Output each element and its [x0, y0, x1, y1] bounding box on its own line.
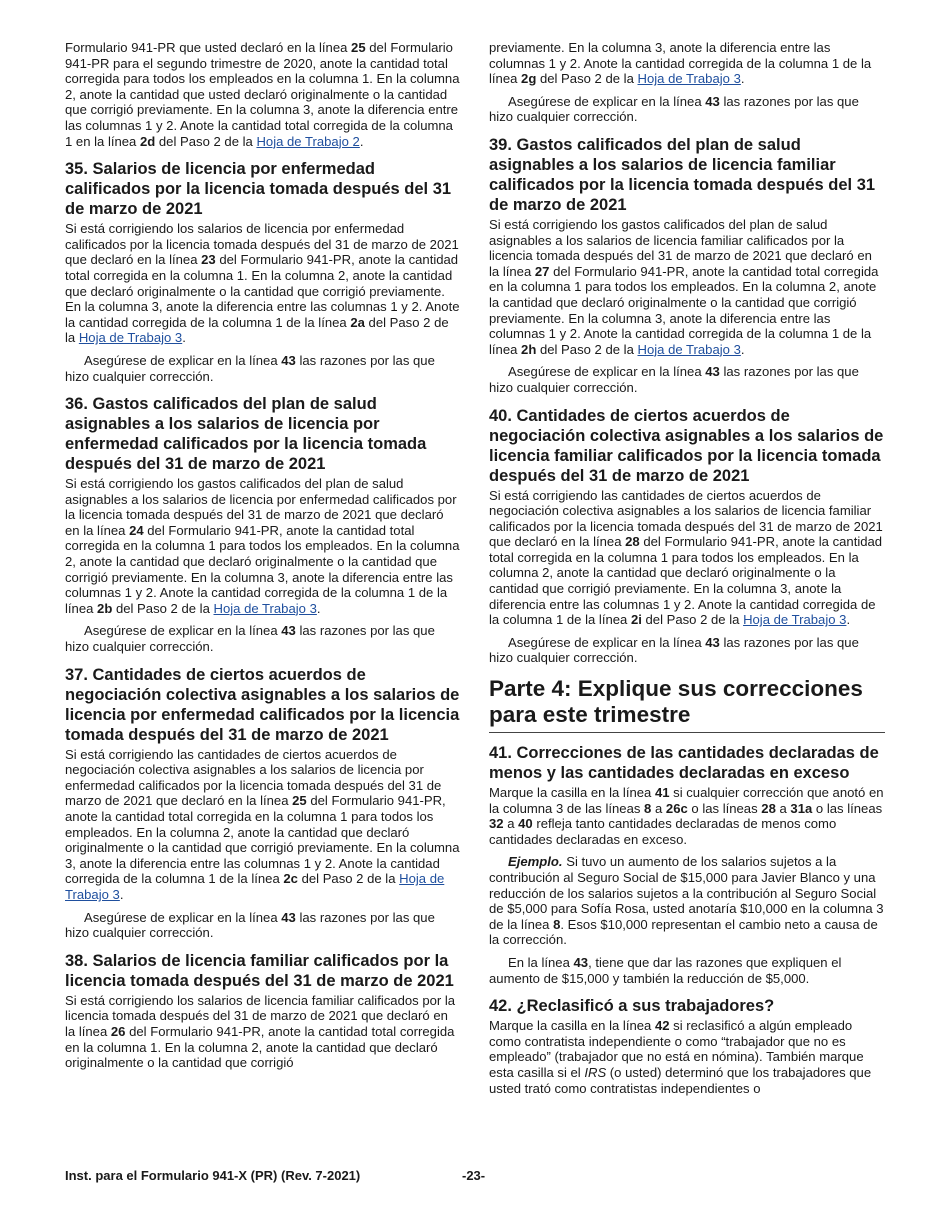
- paragraph-34-continued: Formulario 941-PR que usted declaró en la línea 25 del Formulario 941-PR para el segundo trimestre de 2020, anote la cantidad total corregida para todos los empleados en la columna 1. En la columna 2, anote la cantidad que usted declaró originalmente o la cantidad que corrigió previamente. En la columna 3, anote la diferencia entre las columnas 1 y 2. Anote la cantidad total corregida de la columna 1 en la línea 2d del Paso 2 de la Hoja de Trabajo 2.: [65, 40, 460, 149]
- note-36: Asegúrese de explicar en la línea 43 las razones por las que hizo cualquier corrección.: [65, 623, 435, 655]
- paragraph-42: Marque la casilla en la línea 42 si reclasificó a algún empleado como contratista independiente o como “trabajador que no es empleado” (trabajador que no está en nómina). También marque esta casilla si el IRS (o usted) determinó que los trabajadores que usted trató como contratistas independientes o: [489, 1018, 872, 1096]
- paragraph-40: Si está corrigiendo las cantidades de ciertos acuerdos de negociación colectiva asignables a los salarios de licencia familiar calificados por la licencia tomada después del 31 de marzo de 2021 que declaró en la línea 28 del Formulario 941-PR, anote la cantidad total corregida en la columna 1 para todos los empleados. En la columna 2, anote la cantidad que declaró originalmente o la cantidad que corrigió previamente. En la columna 3, anote la diferencia entre las columnas 1 y 2. Anote la cantidad corregida de la columna 1 de la línea 2i del Paso 2 de la Hoja de Trabajo 3.: [489, 487, 883, 628]
- paragraph-38: Si está corrigiendo los salarios de licencia familiar calificados por la licencia tomada después del 31 de marzo de 2021 que declaró en la línea 26 del Formulario 941-PR, anote la cantidad total corregida en la columna 1. En la columna 2, anote la cantidad que declaró originalmente o la cantidad que corrigió: [65, 992, 456, 1071]
- heading-42: 42. ¿Reclasificó a sus trabajadores?: [489, 997, 775, 1016]
- hoja-de-trabajo-3-link[interactable]: Hoja de Trabajo 3: [78, 330, 183, 346]
- note-40: Asegúrese de explicar en la línea 43 las razones por las que hizo cualquier corrección.: [489, 634, 859, 666]
- right-column: [489, 40, 885, 1096]
- heading-41: 41. Correcciones de las cantidades declaradas de menos y las cantidades declaradas en exceso: [489, 744, 879, 783]
- paragraph-39: Si está corrigiendo los gastos calificados del plan de salud asignables a los salarios de licencia familiar calificados por la licencia tomada después del 31 de marzo de 2021 que declaró en la línea 27 del Formulario 941-PR, anote la cantidad total corregida en la columna 1 para todos los empleados. En la columna 2, anote la cantidad que declaró originalmente o la cantidad que corrigió previamente. En la columna 3, anote la diferencia entre las columnas 1 y 2. Anote la cantidad corregida de la columna 1 de la línea 2h del Paso 2 de la Hoja de Trabajo 3.: [489, 216, 879, 357]
- heading-37: 37. Cantidades de ciertos acuerdos de negociación colectiva asignables a los salarios de licencia por enfermedad calificados por la licencia tomada después del 31 de marzo de 2021: [65, 665, 460, 744]
- note-41: En la línea 43, tiene que dar las razones que expliquen el aumento de $15,000 y también la reducción de $5,000.: [489, 954, 842, 986]
- hoja-de-trabajo-3-link[interactable]: Hoja de Trabajo 3: [637, 341, 741, 357]
- hoja-de-trabajo-3-link[interactable]: Hoja de Trabajo 3: [637, 71, 741, 87]
- note-35: Asegúrese de explicar en la línea 43 las razones por las que hizo cualquier corrección.: [65, 352, 435, 384]
- hoja-de-trabajo-3-link[interactable]: Hoja de Trabajo 3: [213, 600, 317, 616]
- paragraph-35: Si está corrigiendo los salarios de licencia por enfermedad calificados por la licencia tomada después del 31 de marzo de 2021 que declaró en la línea 23 del Formulario 941-PR, anote la cantidad total corregida en la columna 1. En la columna 2, anote la cantidad que declaró originalmente o la cantidad que corrigió previamente. En la columna 3, anote la diferencia entre las columnas 1 y 2. Anote la cantidad corregida de la columna 1 de la línea 2a del Paso 2 de la Hoja de Trabajo 3.: [65, 221, 460, 346]
- paragraph-38-continued: previamente. En la columna 3, anote la diferencia entre las columnas 1 y 2. Anote la cantidad corregida de la columna 1 de la línea 2g del Paso 2 de la Hoja de Trabajo 3.: [489, 40, 872, 87]
- footer-form-title: Inst. para el Formulario 941-X (PR) (Rev. 7-2021): [65, 1168, 361, 1183]
- note-37: Asegúrese de explicar en la línea 43 las razones por las que hizo cualquier corrección.: [65, 909, 435, 941]
- hoja-de-trabajo-3-link[interactable]: Hoja de Trabajo 3: [65, 871, 445, 902]
- note-38: Asegúrese de explicar en la línea 43 las razones por las que hizo cualquier corrección.: [489, 93, 859, 125]
- paragraph-37: Si está corrigiendo las cantidades de ciertos acuerdos de negociación colectiva asignables a los salarios de licencia por enfermedad calificados por la licencia tomada después del 31 de marzo de 2021 que declaró en la línea 25 del Formulario 941-PR, anote la cantidad total corregida en la columna 1 para todos los empleados. En la columna 2, anote la cantidad que declaró originalmente o la cantidad que corrigió previamente. En la columna 3, anote la diferencia entre las columnas 1 y 2. Anote la cantidad corregida de la columna 1 de la línea 2c del Paso 2 de la Hoja de Trabajo 3.: [65, 746, 460, 902]
- paragraph-36: Si está corrigiendo los gastos calificados del plan de salud asignables a los salarios de licencia por enfermedad calificados por la licencia tomada después del 31 de marzo de 2021 que declaró en la línea 24 del Formulario 941-PR, anote la cantidad total corregida en la columna 1 para todos los empleados. En la columna 2, anote la cantidad que declaró originalmente o la cantidad que corrigió previamente. En la columna 3, anote la diferencia entre las columnas 1 y 2. Anote la cantidad corregida de la columna 1 de la línea 2b del Paso 2 de la Hoja de Trabajo 3.: [65, 476, 460, 616]
- left-column: [65, 40, 461, 1071]
- note-39: Asegúrese de explicar en la línea 43 las razones por las que hizo cualquier corrección.: [489, 364, 859, 395]
- part-4-title: Parte 4: Explique sus correcciones para este trimestre: [489, 676, 885, 733]
- example-41: Ejemplo. Si tuvo un aumento de los salarios sujetos a la contribución al Seguro Social de $15,000 para Javier Blanco y una reducción de los salarios sujetos a la contribución al Seguro Social de $5,000 para Sofía Rosa, usted anotaría $10,000 en la columna 3 de la línea 8. Esos $10,000 representan el cambio neto a causa de la corrección.: [489, 854, 884, 948]
- heading-39: 39. Gastos calificados del plan de salud asignables a los salarios de licencia familiar calificados por la licencia tomada después del 31 de marzo de 2021: [489, 135, 876, 214]
- page-number: -23-: [462, 1168, 486, 1183]
- paragraph-41: Marque la casilla en la línea 41 si cualquier corrección que anotó en la columna 3 de las líneas 8 a 26c o las líneas 28 a 31a o las líneas 32 a 40 refleja tanto cantidades declaradas de menos como cantidades declaradas en exceso.: [489, 785, 884, 847]
- hoja-de-trabajo-3-link[interactable]: Hoja de Trabajo 3: [743, 612, 847, 628]
- heading-36: 36. Gastos calificados del plan de salud asignables a los salarios de licencia por enfermedad calificados por la licencia tomada después del 31 de marzo de 2021: [65, 395, 427, 474]
- heading-40: 40. Cantidades de ciertos acuerdos de negociación colectiva asignables a los salarios de licencia familiar calificados por la licencia tomada después del 31 de marzo de 2021: [489, 406, 884, 485]
- heading-38: 38. Salarios de licencia familiar calificados por la licencia tomada después del 31 de marzo de 2021: [65, 951, 454, 990]
- hoja-de-trabajo-2-link[interactable]: Hoja de Trabajo 2: [256, 133, 360, 149]
- heading-35: 35. Salarios de licencia por enfermedad calificados por la licencia tomada después del 31 de marzo de 2021: [65, 160, 452, 219]
